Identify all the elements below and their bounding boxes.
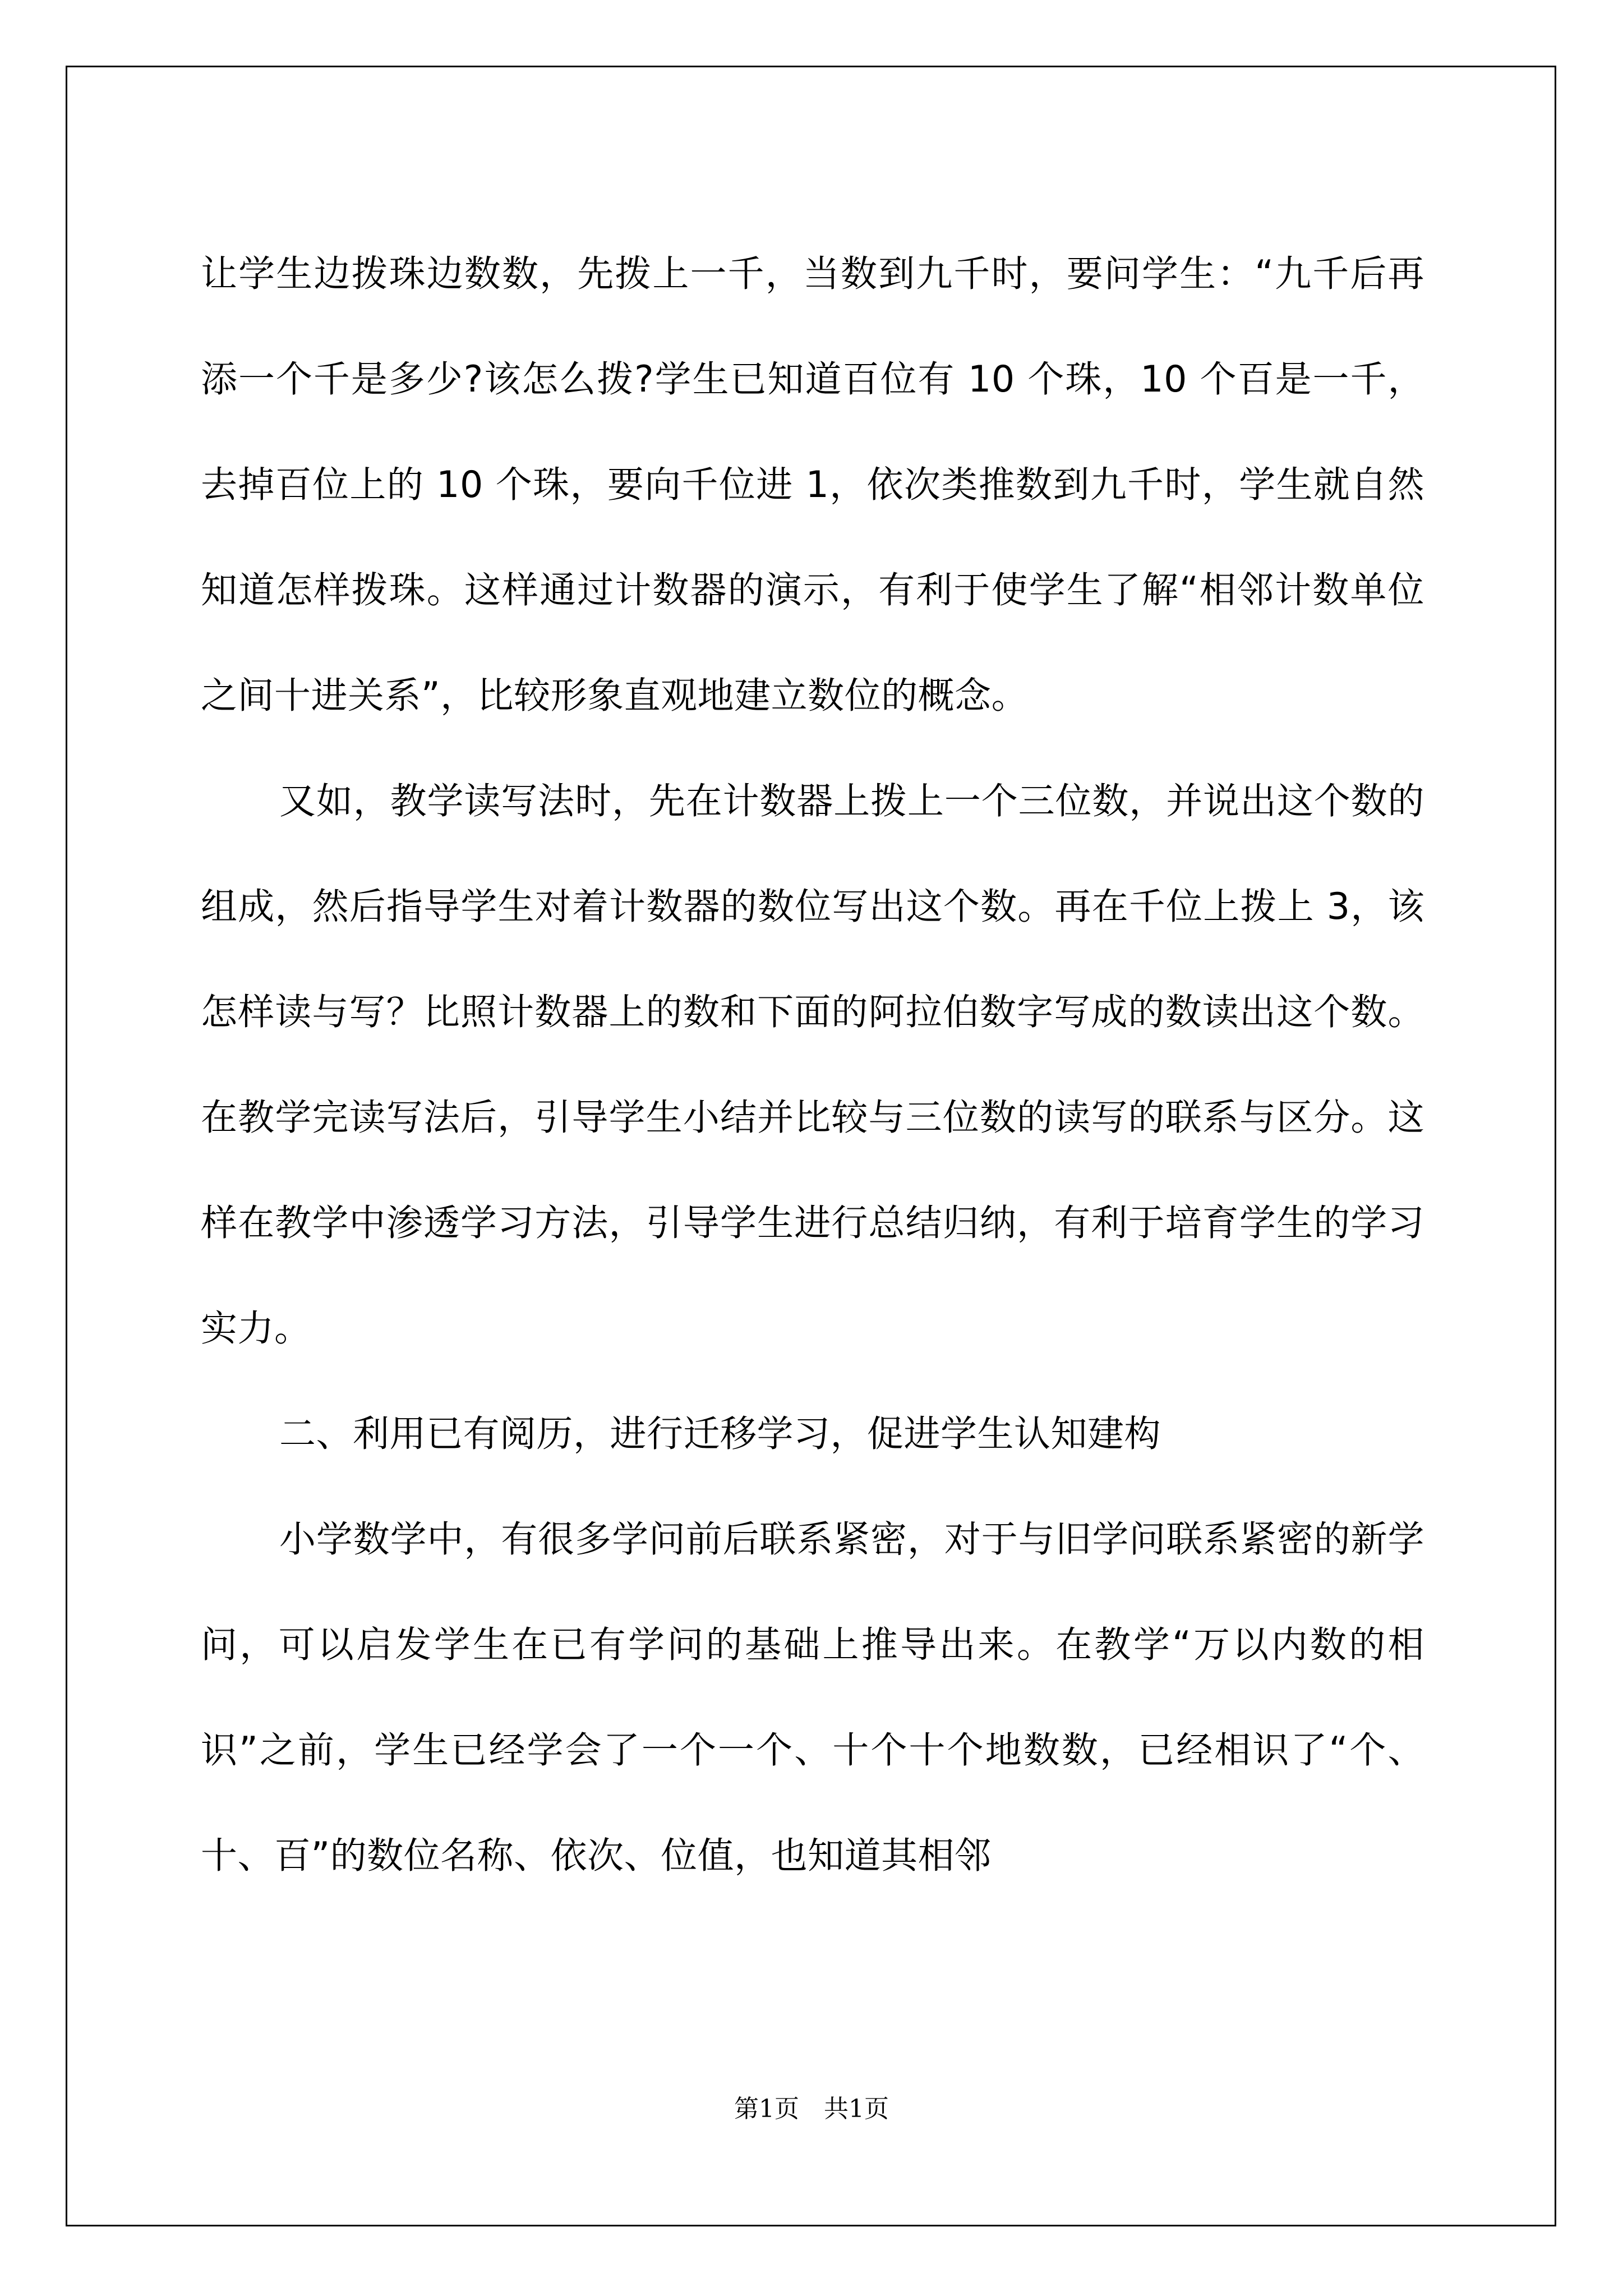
paragraph-3: 小学数学中，有很多学问前后联系紧密，对于与旧学问联系紧密的新学问，可以启发学生在已有学问的基础上推导出来。在教学“万以内数的相识”之前，学生已经学会了一个一个、十个十个地数数，已经相识了“个、十、百”的数位名称、依次、位值，也知道其相邻 — [201, 1519, 1424, 1877]
document-body — [201, 222, 1424, 1909]
paragraph-2: 又如，教学读写法时，先在计数器上拨上一个三位数，并说出这个数的组成，然后指导学生对着计数器的数位写出这个数。再在千位上拨上 3，该怎样读与写？比照计数器上的数和下面的阿拉伯数字写成的数读出这个数。在教学完读写法后，引导学生小结并比较与三位数的读写的联系与区分。这样在教学中渗透学习方法，引导学生进行总结归纳，有利于培育学生的学习实力。 — [201, 780, 1424, 1350]
paragraph-1: 让学生边拨珠边数数，先拨上一千，当数到九千时，要问学生：“九千后再添一个千是多少?该怎么拨?学生已知道百位有 10 个珠，10 个百是一千，去掉百位上的 10 个珠，要向千位进 1，依次类推数到九千时，学生就自然知道怎样拨珠。这样通过计数器的演示，有利于使学生了解“相邻计数单位之间十进关系”，比较形象直观地建立数位的概念。 — [201, 253, 1424, 717]
section-heading: 二、利用已有阅历，进行迁移学习，促进学生认知建构 — [279, 1413, 1161, 1455]
page-footer: 第1页 共1页 — [734, 2095, 889, 2123]
